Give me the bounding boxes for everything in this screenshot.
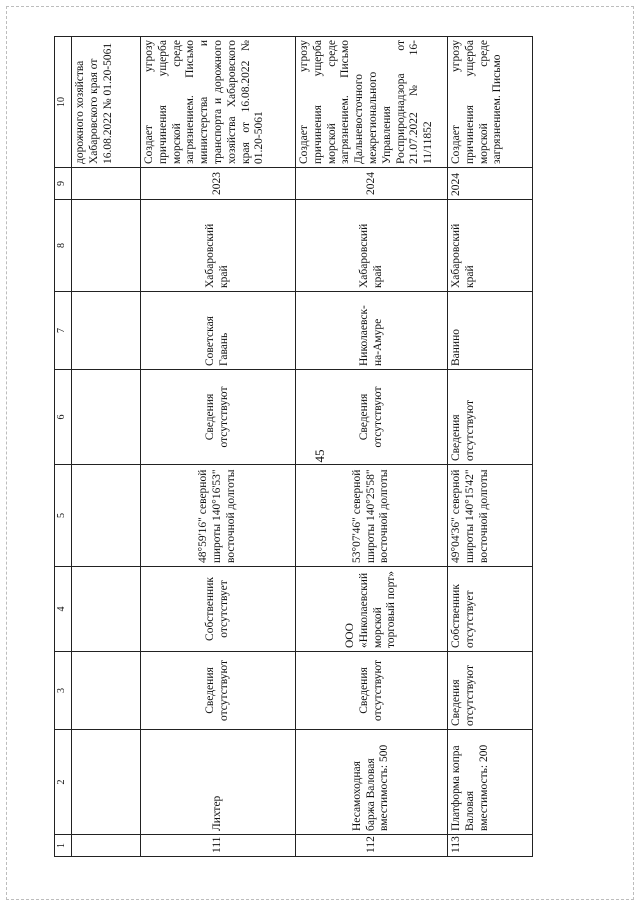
row-number: 113 <box>448 835 533 857</box>
year: 2024 <box>296 168 448 200</box>
coordinates: 49°04'36" северной широты 140°15'42" восточной долготы <box>448 465 533 567</box>
continued-note: дорожного хозяйства Хабаровского края от 16.08.2022 № 01.20-5061 <box>72 37 141 168</box>
owner: ООО «Николаевский морской торговый порт» <box>296 567 448 652</box>
col3-info: Сведения отсутствуют <box>296 652 448 730</box>
col-number-10: 10 <box>55 37 72 168</box>
vessel-table <box>54 36 533 857</box>
coordinates: 48°59'16" северной широты 140°16'53" восточной долготы <box>141 465 296 567</box>
location: Ванино <box>448 292 533 370</box>
col-number-2: 2 <box>55 730 72 835</box>
owner: Собственник отсутствует <box>141 567 296 652</box>
col-number-7: 7 <box>55 292 72 370</box>
region: Хабаровский край <box>141 200 296 292</box>
col-number-1: 1 <box>55 835 72 857</box>
row-number: 112 <box>296 835 448 857</box>
vessel-name: Несамоходная баржа Валовая вместимость: 500 <box>296 730 448 835</box>
vessel-name: Платформа копра Валовая вместимость: 200 <box>448 730 533 835</box>
vessel-name: Лихтер <box>141 730 296 835</box>
col6-info: Сведения отсутствуют <box>448 370 533 465</box>
coordinates: 53°07'46" северной широты 140°25'58" восточной долготы <box>296 465 448 567</box>
col3-info: Сведения отсутствуют <box>448 652 533 730</box>
location: Николаевск-на-Амуре <box>296 292 448 370</box>
col6-info: Сведения отсутствуют <box>141 370 296 465</box>
owner: Собственник отсутствует <box>448 567 533 652</box>
year: 2024 <box>448 168 533 200</box>
col-number-9: 9 <box>55 168 72 200</box>
column-number-row <box>55 37 72 857</box>
row-number: 111 <box>141 835 296 857</box>
table-row <box>296 37 448 857</box>
col6-info: Сведения отсутствуют <box>296 370 448 465</box>
table-row <box>141 37 296 857</box>
col-number-3: 3 <box>55 652 72 730</box>
table-row <box>448 37 533 857</box>
col3-info: Сведения отсутствуют <box>141 652 296 730</box>
page-number: 45 <box>312 449 327 463</box>
col-number-4: 4 <box>55 567 72 652</box>
year: 2023 <box>141 168 296 200</box>
region: Хабаровский край <box>296 200 448 292</box>
col-number-5: 5 <box>55 465 72 567</box>
rotated-table-container <box>54 37 524 857</box>
note: Создает угрозу причинения ущерба морской среде загрязнением. Письмо Дальневосточного межрегионального Управления Росприроднадзора от 21.07.2022 № 16-11/11852 <box>296 37 448 168</box>
note: Создает угрозу причинения ущерба морской среде загрязнением. Письмо <box>448 37 533 168</box>
note: Создает угрозу причинения ущерба морской среде загрязнением. Письмо министерства и транспорта и дорожного хозяйства Хабаровского края от 16.08.2022 № 01.20-5061 <box>141 37 296 168</box>
region: Хабаровский край <box>448 200 533 292</box>
continuation-row <box>72 37 141 857</box>
location: Советская Гавань <box>141 292 296 370</box>
col-number-6: 6 <box>55 370 72 465</box>
col-number-8: 8 <box>55 200 72 292</box>
